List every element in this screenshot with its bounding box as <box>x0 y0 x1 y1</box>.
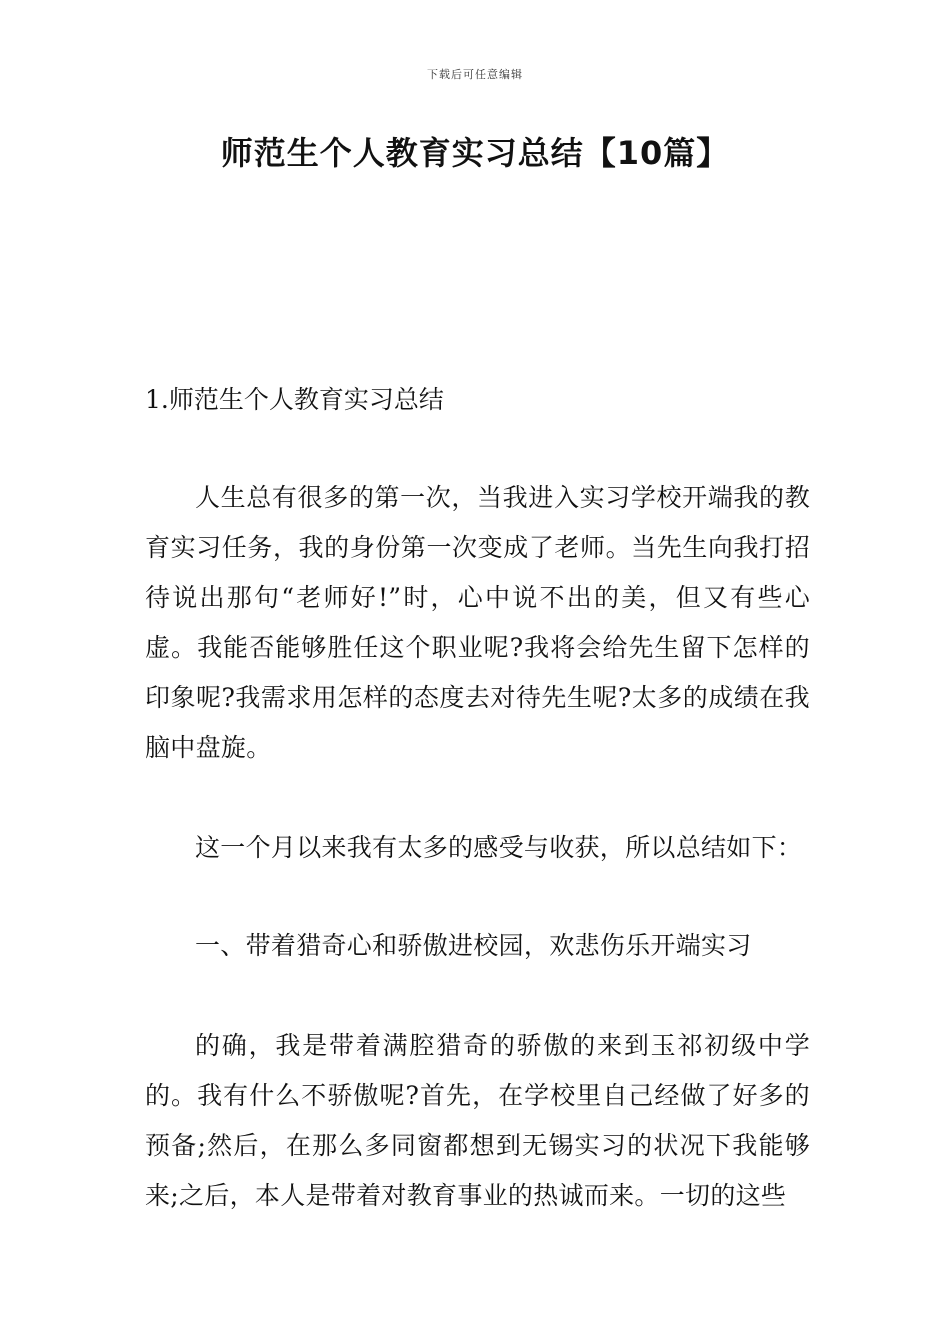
download-note: 下载后可任意编辑 <box>427 68 523 81</box>
paragraph-summary-lead: 这一个月以来我有太多的感受与收获，所以总结如下： <box>195 833 803 862</box>
paragraph-intro: 人生总有很多的第一次，当我进入实习学校开端我的教育实习任务，我的身份第一次变成了老师。当先生向我打招待说出那句“老师好!”时，心中说不出的美，但又有些心虚。我能否能够胜任这个职业呢?我将会给先生留下怎样的印象呢?我需求用怎样的态度去对待先生呢?太多的成绩在我脑中盘旋。 <box>145 483 810 762</box>
paragraph-subheading: 一、带着猎奇心和骄傲进校园，欢悲伤乐开端实习 <box>195 931 752 960</box>
paragraph-body: 的确，我是带着满腔猎奇的骄傲的来到玉祁初级中学的。我有什么不骄傲呢?首先，在学校里自己经做了好多的预备;然后，在那么多同窗都想到无锡实习的状况下我能够来;之后，本人是带着对教育事业的热诚而来。一切的这些 <box>145 1031 810 1210</box>
section-heading: 1.师范生个人教育实习总结 <box>145 385 444 414</box>
document-title: 师范生个人教育实习总结【10篇】 <box>220 134 730 172</box>
